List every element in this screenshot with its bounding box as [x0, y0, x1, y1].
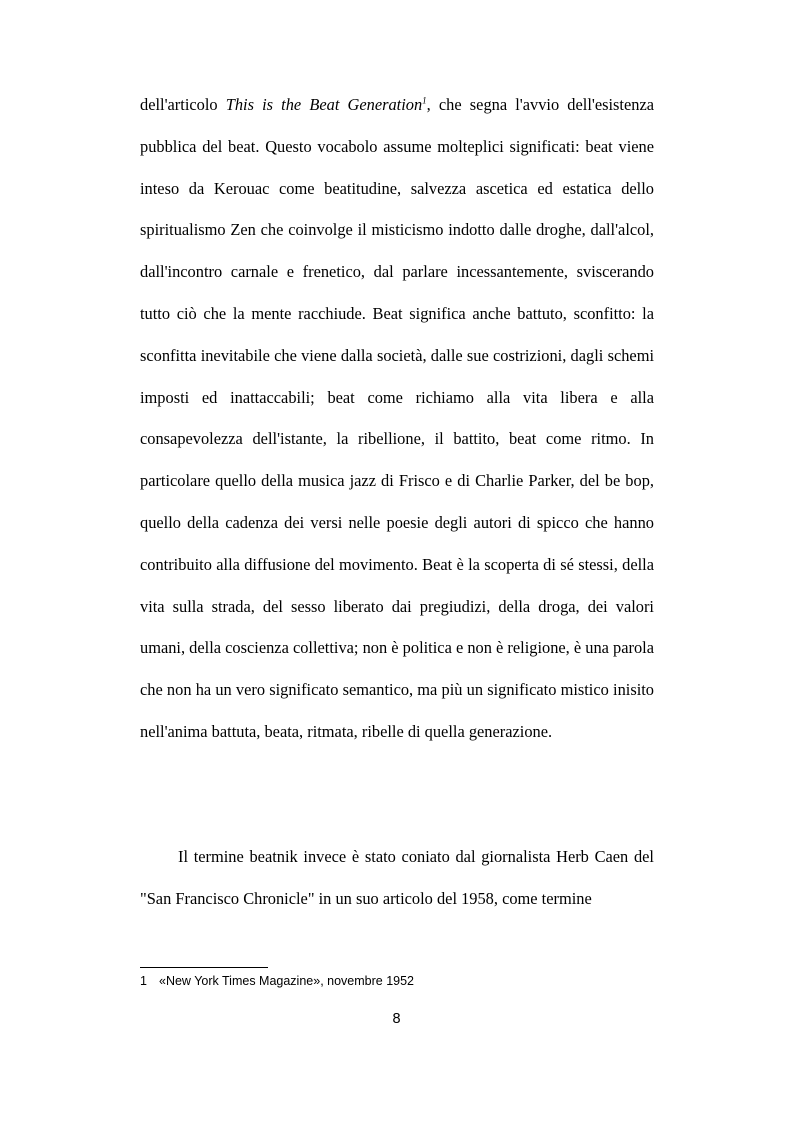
page-number: 8	[392, 1011, 401, 1027]
article-title: This is the Beat Generation	[225, 95, 423, 114]
footnote-separator	[140, 967, 268, 968]
paragraph-1-body: , che segna l'avvio dell'esistenza pubblica del beat. Questo vocabolo assume molteplici significati: beat viene inteso da Kerouac come beatitudine, salvezza ascetica ed estatica dello spiritualismo Zen che coinvolge il misticismo indotto dalle droghe, dall'alcol, dall'incontro carnale e frenetico, dal parlare incessantemente, sviscerando tutto ciò che la mente racchiude. Beat significa anche battuto, sconfitto: la sconfitta inevitabile che viene dalla società, dalle sue costrizioni, dagli schemi imposti ed inattaccabili; beat come richiamo alla vita libera e alla consapevolezza dell'istante, la ribellione, il battito, beat come ritmo. In particolare quello della musica jazz di Frisco e di Charlie Parker, del be bop, quello della cadenza dei versi nelle poesie degli autori di spicco che hanno contribuito alla diffusione del movimento. Beat è la scoperta di sé stessi, della vita sulla strada, del sesso liberato dai pregiudizi, della droga, dei valori umani, della coscienza collettiva; non è politica e non è religione, è una parola che non ha un vero significato semantico, ma più un significato mistico inisito nell'anima battuta, beata, ritmata, ribelle di quella generazione.	[140, 95, 654, 741]
footnote-reference[interactable]: 1	[422, 95, 427, 106]
paragraph-2: Il termine beatnik invece è stato coniato dal giornalista Herb Caen del "San Francisco Chronicle" in un suo articolo del 1958, come termine	[140, 847, 654, 909]
footnote	[140, 973, 414, 989]
paragraph-1-lead: dell'articolo	[140, 95, 226, 114]
footnote-text: «New York Times Magazine», novembre 1952	[159, 974, 415, 988]
paragraph-gap	[140, 753, 654, 795]
paragraph-gap	[140, 795, 654, 837]
body-text	[140, 84, 654, 920]
paragraph-1	[140, 84, 654, 753]
footnote-number: 1	[140, 974, 147, 988]
